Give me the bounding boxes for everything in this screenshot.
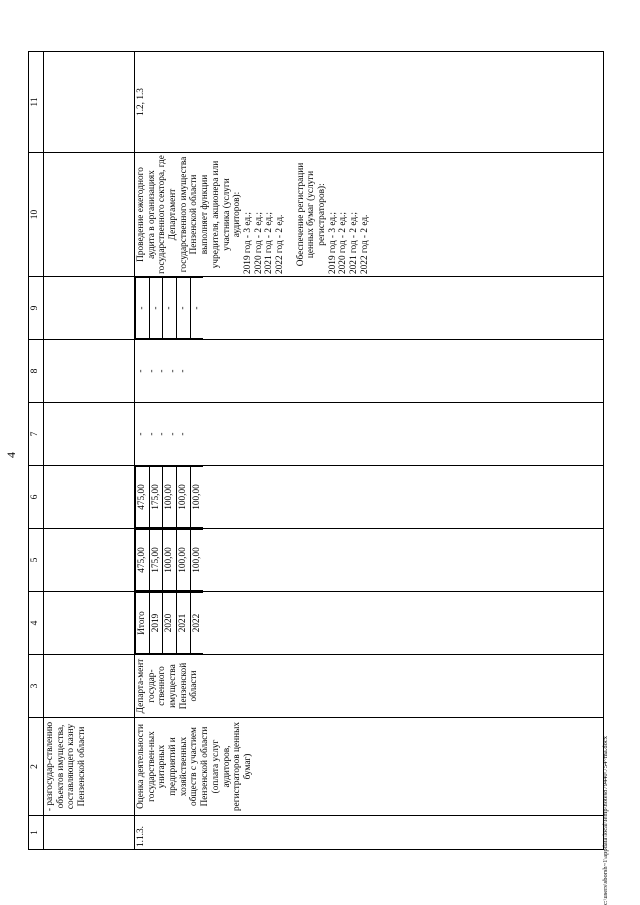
header-cell: 3 [29, 655, 44, 718]
header-cell: 4 [29, 592, 44, 655]
dash-value: - [157, 369, 167, 373]
cell-empty [44, 52, 135, 153]
cell-executor: Департа-мент государ-ственного имущества Пензенской области [135, 655, 604, 718]
table-row [44, 52, 135, 850]
cell-empty [44, 592, 135, 655]
result-audit-years [243, 155, 286, 274]
cell-empty [44, 466, 135, 529]
result-line: 2022 год - 2 ед. [359, 214, 370, 274]
dash-value: - [136, 278, 150, 339]
year-cell: Итого [136, 593, 150, 654]
result-line: 2021 год - 2 ед.; [349, 212, 360, 274]
value-cell: 100,00 [177, 467, 191, 528]
years-list [135, 592, 203, 654]
value-cell: 100,00 [177, 530, 191, 591]
value-cell: 100,00 [190, 467, 203, 528]
result-line: 2020 год - 2 ед.; [338, 212, 349, 274]
result-line: 2019 год - 3 ед.; [242, 212, 253, 274]
result-line: 2022 год - 2 ед. [274, 214, 285, 274]
year-cell: 2019 [149, 593, 163, 654]
header-cell: 10 [29, 153, 44, 277]
value-cell: 100,00 [163, 530, 177, 591]
year-cell: 2021 [177, 593, 191, 654]
value-cell: 175,00 [149, 530, 163, 591]
header-cell: 5 [29, 529, 44, 592]
dash-value: - [136, 369, 146, 373]
cell-empty [44, 340, 135, 403]
header-cell: 7 [29, 403, 44, 466]
cell-regional-funding [135, 466, 604, 529]
result-audit-text: Проведение ежегодного аудита в организациях государственного сектора, где Департамент государственного имущества Пензенской области выполняет функции учредителя, акционера или участника (услуги аудиторов): [136, 155, 243, 274]
result-registrars-years [328, 155, 371, 274]
cell-col8 [135, 340, 604, 403]
cell-empty [44, 153, 135, 277]
dash-value: - [146, 432, 157, 436]
result-line: 2020 год - 2 ед.; [253, 212, 264, 274]
spacer [286, 155, 296, 274]
cell-empty [44, 403, 135, 466]
value-cell: 100,00 [163, 467, 177, 528]
result-line: 2019 год - 3 ед.; [327, 212, 338, 274]
year-cell: 2020 [163, 593, 177, 654]
funding-list [135, 529, 203, 591]
header-cell: 1 [29, 816, 44, 850]
page-number: 4 [4, 452, 18, 458]
header-cell: 6 [29, 466, 44, 529]
funding-list [135, 466, 203, 528]
cell-empty [44, 277, 135, 340]
table-row [135, 52, 604, 850]
cell-expected-result [135, 153, 604, 277]
cell-col9 [135, 277, 604, 340]
cell-activity-name: - разгосудар-ствлению объектов имущества, составляющего казну Пензенской области [44, 718, 135, 816]
dash-value: - [178, 369, 188, 373]
dash-value: - [167, 369, 178, 373]
value-cell: 475,00 [136, 467, 150, 528]
cell-link: 1.2, 1.3 [135, 52, 604, 153]
cell-total-funding [135, 529, 604, 592]
footer-file-path: c:\users\sborsh~1\appdata\local\temp\notes879440\754~ma.docx [602, 736, 609, 905]
dash-list [135, 277, 203, 339]
dash-value: - [177, 278, 191, 339]
result-registrars-text: Обеспечение регистрации ценных бумаг (услуги регистраторов): [295, 162, 327, 267]
table-header-row [29, 52, 44, 850]
year-cell: 2022 [190, 593, 203, 654]
dash-value: - [149, 278, 163, 339]
cell-empty [44, 655, 135, 718]
cell-num [44, 816, 135, 850]
dash-value: - [157, 432, 167, 436]
dash-value: - [136, 432, 146, 436]
header-cell: 2 [29, 718, 44, 816]
result-line: 2021 год - 2 ед.; [264, 212, 275, 274]
dash-value: - [190, 278, 203, 339]
dash-value: - [178, 432, 188, 436]
value-cell: 175,00 [149, 467, 163, 528]
header-cell: 8 [29, 340, 44, 403]
cell-activity-name: Оценка деятельности государствен-ных унитарных предприятий и хозяйственных обществ с участием Пензенской области (оплата услуг аудиторов, регистраторов ценных бумаг) [135, 718, 604, 816]
header-cell: 9 [29, 277, 44, 340]
cell-years [135, 592, 604, 655]
cell-col7 [135, 403, 604, 466]
cell-empty [44, 529, 135, 592]
program-table [28, 51, 604, 850]
dash-value: - [146, 369, 157, 373]
dash-value: - [167, 432, 178, 436]
value-cell: 100,00 [190, 530, 203, 591]
dash-value: - [163, 278, 177, 339]
header-cell: 11 [29, 52, 44, 153]
value-cell: 475,00 [136, 530, 150, 591]
cell-num: 1.1.3. [135, 816, 604, 850]
